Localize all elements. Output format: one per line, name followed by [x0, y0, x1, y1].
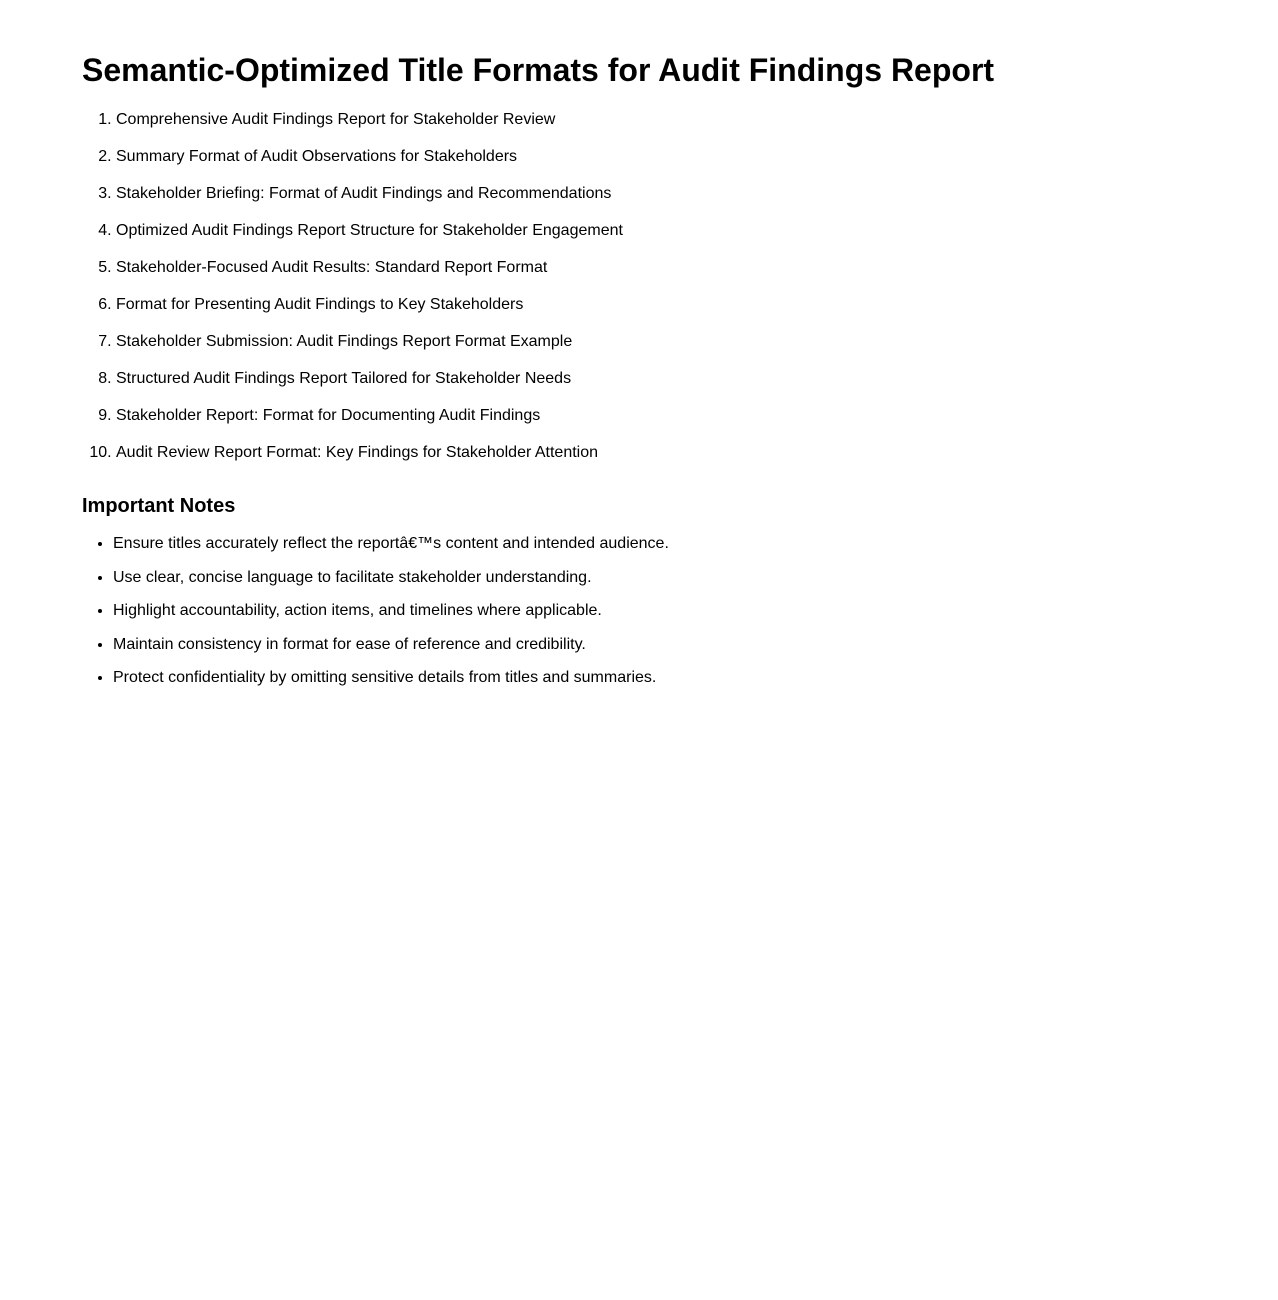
title-format-item: 7. Stakeholder Submission: Audit Findings Report Format Example — [116, 332, 1278, 351]
title-format-item: 1. Comprehensive Audit Findings Report for Stakeholder Review — [116, 110, 1278, 129]
title-format-item: 5. Stakeholder-Focused Audit Results: Standard Report Format — [116, 258, 1278, 277]
title-format-item: 4. Optimized Audit Findings Report Structure for Stakeholder Engagement — [116, 221, 1278, 240]
note-item: • Highlight accountability, action items, and timelines where applicable. — [113, 601, 1278, 620]
title-format-item: 8. Structured Audit Findings Report Tailored for Stakeholder Needs — [116, 369, 1278, 388]
notes-list — [82, 534, 1278, 687]
note-item: • Use clear, concise language to facilitate stakeholder understanding. — [113, 568, 1278, 587]
note-item: • Maintain consistency in format for ease of reference and credibility. — [113, 635, 1278, 654]
title-format-item: 2. Summary Format of Audit Observations for Stakeholders — [116, 147, 1278, 166]
title-format-item: 3. Stakeholder Briefing: Format of Audit Findings and Recommendations — [116, 184, 1278, 203]
title-format-item: 6. Format for Presenting Audit Findings to Key Stakeholders — [116, 295, 1278, 314]
title-format-item: 9. Stakeholder Report: Format for Documenting Audit Findings — [116, 406, 1278, 425]
notes-heading: Important Notes — [82, 495, 236, 517]
title-format-list — [82, 110, 1278, 462]
note-item: • Ensure titles accurately reflect the reportâ€™s content and intended audience. — [113, 534, 1278, 553]
title-format-item: 10. Audit Review Report Format: Key Findings for Stakeholder Attention — [116, 443, 1278, 462]
page-title: Semantic-Optimized Title Formats for Audit Findings Report — [82, 52, 995, 88]
note-item: • Protect confidentiality by omitting sensitive details from titles and summaries. — [113, 668, 1278, 687]
